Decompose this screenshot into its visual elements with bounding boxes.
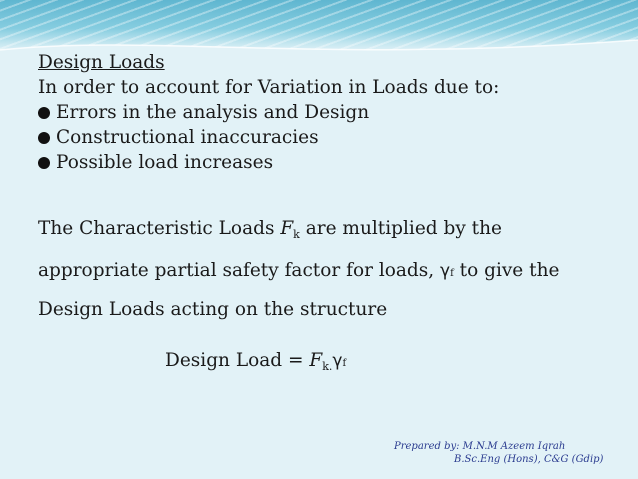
- slide-heading: Design Loads: [38, 52, 165, 73]
- bullet-item: Constructional inaccuracies: [38, 125, 618, 150]
- bullet-item: Errors in the analysis and Design: [38, 100, 618, 125]
- author-credit: [394, 440, 634, 466]
- intro-text: In order to account for Variation in Loads due to:: [38, 77, 500, 98]
- slide-body: [38, 50, 618, 398]
- paragraph-line-1: The Characteristic Loads $F_k$ are multiplied by the: [38, 218, 502, 241]
- paragraph-line-2: appropriate partial safety factor for loads, γf to give the: [38, 260, 560, 281]
- explanation-paragraph: [38, 211, 618, 328]
- design-load-formula: Design Load = $F_{k.}\gamma f$: [165, 350, 347, 373]
- bullet-icon: [38, 132, 50, 144]
- paragraph-line-3: Design Loads acting on the structure: [38, 299, 388, 320]
- bullet-icon: [38, 157, 50, 169]
- author-name: Prepared by: M.N.M Azeem Iqrah: [394, 441, 566, 452]
- author-qualifications: B.Sc.Eng (Hons), C&G (Gdip): [454, 454, 604, 465]
- bullet-item: Possible load increases: [38, 150, 618, 175]
- bullet-icon: [38, 107, 50, 119]
